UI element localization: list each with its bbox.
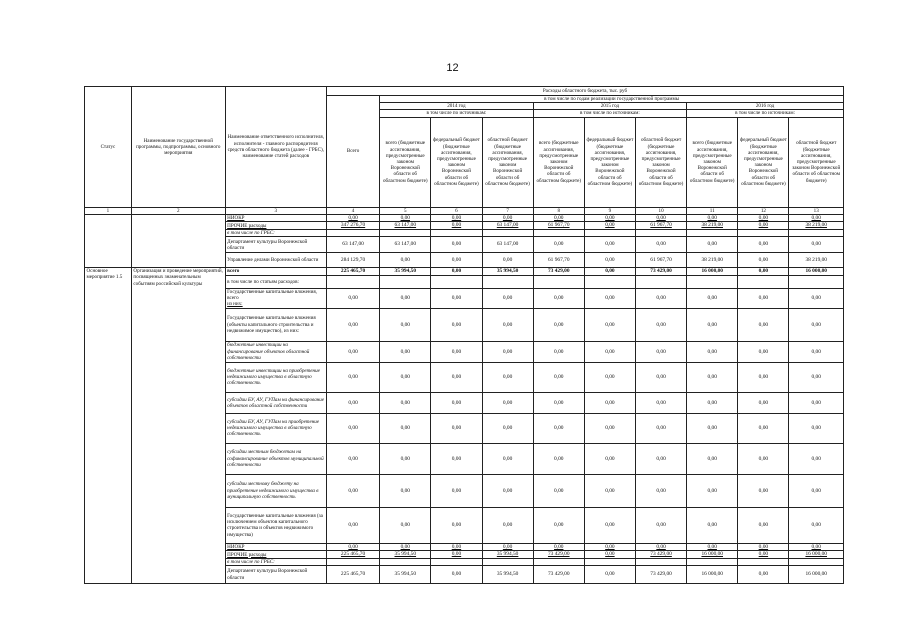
section-name: Организация и проведение мероприятий, посвященных знаменательным событиям российской культуры — [131, 268, 225, 584]
value-cell: 0,00 — [482, 443, 533, 474]
row-label-text: Государственные капитальные вложения, всего — [227, 288, 317, 302]
row-label: Департамент культуры Воронежской области — [225, 566, 326, 584]
value-cell: 0,00 — [687, 474, 738, 507]
value-cell — [687, 558, 738, 565]
value-cell: 0,00 — [635, 474, 686, 507]
value-cell: 0,00 — [380, 543, 431, 551]
header-by-years: в том числе по годам реализации государственной программы — [380, 96, 844, 103]
value-cell: 0,00 — [380, 507, 431, 543]
section-total-label: всего — [225, 268, 326, 276]
value-cell: 0,00 — [738, 288, 789, 308]
row-label — [225, 308, 326, 341]
header-year-2015: 2015 год — [533, 103, 686, 110]
value-cell: 0,00 — [431, 308, 482, 341]
value-cell: 0,00 — [738, 443, 789, 474]
col-regional-2015: областной бюджет (бюджетные ассигнования, предусмотренные законом Воронежской области об областном бюджете) — [635, 117, 686, 207]
value-cell: 35 994,50 — [380, 566, 431, 584]
value-cell: 0,00 — [584, 222, 635, 230]
value-cell: 0,00 — [789, 474, 844, 507]
column-number: 1 — [85, 207, 132, 214]
budget-table — [84, 86, 844, 584]
value-cell: 0,00 — [482, 474, 533, 507]
value-cell: 16 000,00 — [789, 566, 844, 584]
header-executor: Наименование ответственного исполнителя, исполнителя - главного распорядителя средств областного бюджета (далее - ГРБС), наименование статей расходов — [225, 87, 326, 208]
value-cell — [380, 558, 431, 565]
value-cell: 0,00 — [482, 362, 533, 392]
value-cell: 0,00 — [789, 507, 844, 543]
row-label-text: бюджетные инвестиции на финансирование объектов областной собственности — [227, 342, 310, 361]
row-label: в том числе по ГРБС: — [225, 558, 326, 565]
value-cell — [533, 558, 584, 565]
value-cell — [431, 558, 482, 565]
value-cell: 0,00 — [687, 308, 738, 341]
value-cell: 0,00 — [687, 288, 738, 308]
value-cell: 0,00 — [738, 551, 789, 559]
value-cell: 0,00 — [482, 288, 533, 308]
value-cell: 0,00 — [431, 507, 482, 543]
value-cell: 0,00 — [431, 222, 482, 230]
column-number: 10 — [635, 207, 686, 214]
value-cell: 0,00 — [738, 392, 789, 413]
value-cell: 0,00 — [482, 308, 533, 341]
row-label — [225, 413, 326, 443]
value-cell: 16 000,00 — [789, 551, 844, 559]
value-cell: 0,00 — [687, 392, 738, 413]
column-numbers-row — [85, 207, 844, 214]
value-cell: 0,00 — [482, 341, 533, 362]
value-cell: 0,00 — [380, 288, 431, 308]
row-label — [225, 507, 326, 543]
value-cell: 0,00 — [789, 214, 844, 222]
empty-cell — [687, 275, 738, 288]
header-total: Всего — [326, 96, 379, 208]
value-cell: 0,00 — [584, 341, 635, 362]
row-label: ПРОЧИЕ расходы — [225, 551, 326, 559]
column-number: 9 — [584, 207, 635, 214]
value-cell: 0,00 — [584, 288, 635, 308]
value-cell: 0,00 — [380, 214, 431, 222]
value-cell: 0,00 — [738, 214, 789, 222]
value-cell: 63 147,00 — [326, 237, 379, 253]
value-cell: 0,00 — [635, 543, 686, 551]
value-cell: 0,00 — [635, 392, 686, 413]
value-cell: 73 429,00 — [635, 268, 686, 276]
col-all-2016: всего (бюджетные ассигнования, предусмотренные законом Воронежской области об областном бюджете) — [687, 117, 738, 207]
column-number: 13 — [789, 207, 844, 214]
value-cell: 0,00 — [431, 413, 482, 443]
value-cell: 0,00 — [326, 308, 379, 341]
value-cell — [584, 558, 635, 565]
value-cell: 0,00 — [584, 507, 635, 543]
row-label — [225, 474, 326, 507]
value-cell: 0,00 — [635, 214, 686, 222]
value-cell: 35 994,50 — [482, 566, 533, 584]
empty-cell — [380, 275, 431, 288]
value-cell: 0,00 — [635, 413, 686, 443]
value-cell: 0,00 — [326, 507, 379, 543]
value-cell: 0,00 — [738, 543, 789, 551]
value-cell: 0,00 — [431, 214, 482, 222]
value-cell: 0,00 — [380, 362, 431, 392]
value-cell: 63 147,00 — [482, 222, 533, 230]
value-cell: 0,00 — [738, 474, 789, 507]
value-cell: 0,00 — [431, 543, 482, 551]
value-cell: 38 219,00 — [789, 253, 844, 268]
value-cell: 0,00 — [789, 288, 844, 308]
value-cell — [789, 230, 844, 237]
value-cell — [687, 230, 738, 237]
value-cell: 0,00 — [687, 214, 738, 222]
value-cell: 73 429,00 — [635, 551, 686, 559]
value-cell: 0,00 — [635, 288, 686, 308]
value-cell: 0,00 — [533, 507, 584, 543]
value-cell: 0,00 — [533, 474, 584, 507]
value-cell: 0,00 — [326, 392, 379, 413]
value-cell: 0,00 — [738, 237, 789, 253]
header-sources-2014: в том числе по источникам: — [380, 110, 533, 117]
col-regional-2014: областной бюджет (бюджетные ассигнования, предусмотренные законом Воронежской области об областном бюджете) — [482, 117, 533, 207]
value-cell — [482, 230, 533, 237]
value-cell: 38 219,00 — [789, 222, 844, 230]
value-cell: 0,00 — [431, 362, 482, 392]
value-cell — [431, 230, 482, 237]
value-cell: 16 000,00 — [687, 551, 738, 559]
value-cell: 0,00 — [380, 443, 431, 474]
value-cell: 0,00 — [431, 551, 482, 559]
value-cell: 0,00 — [482, 214, 533, 222]
row-label — [225, 341, 326, 362]
value-cell: 0,00 — [482, 253, 533, 268]
value-cell: 63 147,00 — [380, 222, 431, 230]
value-cell: 225 465,70 — [326, 268, 379, 276]
value-cell: 0,00 — [738, 341, 789, 362]
value-cell: 0,00 — [635, 308, 686, 341]
empty-cell — [431, 275, 482, 288]
empty-cell — [533, 275, 584, 288]
header-sources-2015: в том числе по источникам: — [533, 110, 686, 117]
column-number: 11 — [687, 207, 738, 214]
value-cell: 63 147,00 — [380, 237, 431, 253]
value-cell — [584, 230, 635, 237]
value-cell: 0,00 — [533, 443, 584, 474]
row-label: НИОКР — [225, 543, 326, 551]
value-cell: 0,00 — [326, 443, 379, 474]
value-cell: 0,00 — [326, 362, 379, 392]
col-all-2014: всего (бюджетные ассигнования, предусмотренные законом Воронежской области об областном бюджете) — [380, 117, 431, 207]
status-cell-prev — [85, 214, 132, 267]
value-cell: 0,00 — [533, 237, 584, 253]
row-label: НИОКР — [225, 214, 326, 222]
row-label — [225, 392, 326, 413]
value-cell: 0,00 — [431, 443, 482, 474]
row-label-text: субсидии местному бюджету на приобретение недвижимого имущества в муниципальную собственность — [227, 481, 319, 500]
col-federal-2015: федеральный бюджет (бюджетные ассигнования, предусмотренные законом Воронежской области об областном бюджете) — [584, 117, 635, 207]
value-cell: 0,00 — [533, 288, 584, 308]
empty-cell — [789, 275, 844, 288]
value-cell: 0,00 — [431, 268, 482, 276]
value-cell: 0,00 — [431, 566, 482, 584]
value-cell: 284 129,70 — [326, 253, 379, 268]
value-cell: 0,00 — [326, 474, 379, 507]
value-cell — [533, 230, 584, 237]
value-cell — [380, 230, 431, 237]
value-cell: 0,00 — [738, 308, 789, 341]
value-cell: 0,00 — [326, 341, 379, 362]
page-number: 12 — [446, 62, 459, 74]
table-row — [85, 214, 844, 222]
value-cell: 0,00 — [482, 392, 533, 413]
value-cell: 0,00 — [789, 543, 844, 551]
section-status: Основное мероприятие 1.5 — [85, 268, 132, 584]
header-sources-2016: в том числе по источникам: — [687, 110, 844, 117]
value-cell: 0,00 — [687, 413, 738, 443]
value-cell: 0,00 — [738, 566, 789, 584]
value-cell: 0,00 — [687, 341, 738, 362]
row-label-text: субсидии БУ, АУ, ГУПам на приобретение недвижимого имущества в областную собственность — [227, 418, 320, 438]
header-year-2016: 2016 год — [687, 103, 844, 110]
value-cell: 0,00 — [326, 288, 379, 308]
value-cell: 0,00 — [584, 474, 635, 507]
value-cell: 0,00 — [584, 268, 635, 276]
value-cell — [482, 558, 533, 565]
value-cell: 0,00 — [635, 237, 686, 253]
value-cell: 0,00 — [687, 543, 738, 551]
value-cell: 38 219,00 — [687, 222, 738, 230]
value-cell: 0,00 — [431, 341, 482, 362]
column-number: 4 — [326, 207, 379, 214]
value-cell: 0,00 — [584, 543, 635, 551]
value-cell: 0,00 — [584, 566, 635, 584]
header-status: Статус — [85, 87, 132, 208]
value-cell: 0,00 — [482, 507, 533, 543]
value-cell: 16 000,00 — [789, 268, 844, 276]
value-cell: 61 967,70 — [635, 222, 686, 230]
value-cell: 61 967,70 — [533, 253, 584, 268]
value-cell: 0,00 — [687, 362, 738, 392]
value-cell: 73 429,00 — [533, 566, 584, 584]
value-cell: 0,00 — [789, 443, 844, 474]
value-cell — [738, 230, 789, 237]
value-cell: 0,00 — [635, 507, 686, 543]
value-cell: 225 465,70 — [326, 566, 379, 584]
value-cell: 0,00 — [584, 362, 635, 392]
value-cell: 35 994,50 — [380, 551, 431, 559]
value-cell: 0,00 — [635, 341, 686, 362]
value-cell: 0,00 — [584, 308, 635, 341]
value-cell: 0,00 — [789, 413, 844, 443]
row-label-text: Государственные капитальные вложения (объекты капитального строительства и недвижимое имущество), из них: — [227, 315, 316, 334]
value-cell: 0,00 — [738, 222, 789, 230]
column-number: 8 — [533, 207, 584, 214]
value-cell: 73 429,00 — [635, 566, 686, 584]
value-cell: 0,00 — [584, 413, 635, 443]
col-federal-2016: федеральный бюджет (бюджетные ассигнования, предусмотренные законом Воронежской области об областном бюджете) — [738, 117, 789, 207]
value-cell: 0,00 — [326, 543, 379, 551]
value-cell: 61 967,70 — [533, 222, 584, 230]
value-cell: 0,00 — [380, 341, 431, 362]
value-cell: 0,00 — [482, 413, 533, 443]
value-cell: 0,00 — [584, 443, 635, 474]
value-cell — [635, 230, 686, 237]
value-cell: 16 000,00 — [687, 566, 738, 584]
value-cell: 0,00 — [687, 237, 738, 253]
column-number: 5 — [380, 207, 431, 214]
value-cell: 347 276,70 — [326, 222, 379, 230]
value-cell: 0,00 — [789, 392, 844, 413]
col-all-2015: всего (бюджетные ассигнования, предусмотренные законом Воронежской области об областном бюджете) — [533, 117, 584, 207]
value-cell: 0,00 — [380, 392, 431, 413]
value-cell: 0,00 — [326, 214, 379, 222]
value-cell: 0,00 — [380, 474, 431, 507]
row-label: ПРОЧИЕ расходы — [225, 222, 326, 230]
value-cell: 0,00 — [584, 214, 635, 222]
value-cell: 0,00 — [380, 253, 431, 268]
value-cell: 0,00 — [326, 413, 379, 443]
value-cell: 0,00 — [482, 543, 533, 551]
value-cell: 0,00 — [431, 288, 482, 308]
empty-cell — [738, 275, 789, 288]
value-cell: 0,00 — [738, 362, 789, 392]
value-cell: 0,00 — [533, 392, 584, 413]
empty-cell — [635, 275, 686, 288]
value-cell: 0,00 — [584, 551, 635, 559]
value-cell: 73 429,00 — [533, 268, 584, 276]
empty-cell — [482, 275, 533, 288]
value-cell: 0,00 — [789, 308, 844, 341]
value-cell: 0,00 — [584, 237, 635, 253]
value-cell: 16 000,00 — [687, 268, 738, 276]
value-cell: 0,00 — [635, 362, 686, 392]
value-cell: 0,00 — [738, 253, 789, 268]
value-cell: 38 219,00 — [687, 253, 738, 268]
value-cell: 0,00 — [738, 268, 789, 276]
value-cell: 35 994,50 — [482, 268, 533, 276]
row-label-text: бюджетные инвестиции на приобретение недвижимого имущества в областную собственность — [227, 367, 320, 387]
value-cell: 225 465,70 — [326, 551, 379, 559]
empty-cell — [326, 275, 379, 288]
value-cell: 0,00 — [738, 507, 789, 543]
value-cell: 0,00 — [635, 443, 686, 474]
value-cell: 0,00 — [687, 507, 738, 543]
row-label: в том числе по ГРБС: — [225, 230, 326, 237]
section-total-row — [85, 268, 844, 276]
value-cell — [738, 558, 789, 565]
value-cell: 0,00 — [533, 413, 584, 443]
value-cell: 61 967,70 — [635, 253, 686, 268]
col-federal-2014: федеральный бюджет (бюджетные ассигнования, предусмотренные законом Воронежской области об областном бюджете) — [431, 117, 482, 207]
value-cell: 0,00 — [533, 214, 584, 222]
header-expenses: Расходы областного бюджета, тыс. руб — [326, 87, 843, 96]
column-number: 12 — [738, 207, 789, 214]
by-articles-label: в том числе по статьям расходов: — [225, 275, 326, 288]
value-cell: 0,00 — [789, 341, 844, 362]
column-number: 6 — [431, 207, 482, 214]
value-cell: 0,00 — [380, 413, 431, 443]
value-cell — [326, 230, 379, 237]
name-cell-prev — [131, 214, 225, 267]
value-cell: 0,00 — [584, 253, 635, 268]
row-label: Управление делами Воронежской области — [225, 253, 326, 268]
value-cell: 0,00 — [431, 237, 482, 253]
value-cell: 0,00 — [533, 543, 584, 551]
value-cell: 0,00 — [533, 308, 584, 341]
value-cell — [789, 558, 844, 565]
value-cell: 0,00 — [380, 308, 431, 341]
value-cell: 0,00 — [431, 392, 482, 413]
row-label-text: субсидии БУ, АУ, ГУПам на финансирование объектов областной собственности — [227, 396, 325, 409]
row-label-sub: из них: — [227, 301, 243, 308]
value-cell: 0,00 — [431, 474, 482, 507]
value-cell — [326, 558, 379, 565]
column-number: 2 — [131, 207, 225, 214]
col-regional-2016: областной бюджет (бюджетные ассигнования, предусмотренные законом Воронежской области об областном бюджете) — [789, 117, 844, 207]
row-label-text: субсидии местным бюджетам на софинансирование объектов муниципальной собственности — [227, 449, 324, 468]
value-cell: 0,00 — [584, 392, 635, 413]
row-label-text: Государственные капитальные вложения (за исключением объектов капитального строительства и объектов недвижимого имущества) — [227, 512, 323, 538]
empty-cell — [584, 275, 635, 288]
value-cell: 35 994,50 — [380, 268, 431, 276]
value-cell: 0,00 — [789, 237, 844, 253]
header-year-2014: 2014 год — [380, 103, 533, 110]
value-cell: 35 994,50 — [482, 551, 533, 559]
value-cell: 0,00 — [431, 253, 482, 268]
value-cell: 0,00 — [533, 341, 584, 362]
row-label — [225, 288, 326, 308]
value-cell: 0,00 — [687, 443, 738, 474]
value-cell: 0,00 — [789, 362, 844, 392]
row-label — [225, 362, 326, 392]
header-program-name: Наименование государственной программы, подпрограммы, основного мероприятия — [131, 87, 225, 208]
value-cell — [635, 558, 686, 565]
value-cell: 0,00 — [533, 362, 584, 392]
row-label: Департамент культуры Воронежской области — [225, 237, 326, 253]
value-cell: 63 147,00 — [482, 237, 533, 253]
column-number: 7 — [482, 207, 533, 214]
value-cell: 73 429,00 — [533, 551, 584, 559]
column-number: 3 — [225, 207, 326, 214]
value-cell: 0,00 — [738, 413, 789, 443]
row-label — [225, 443, 326, 474]
